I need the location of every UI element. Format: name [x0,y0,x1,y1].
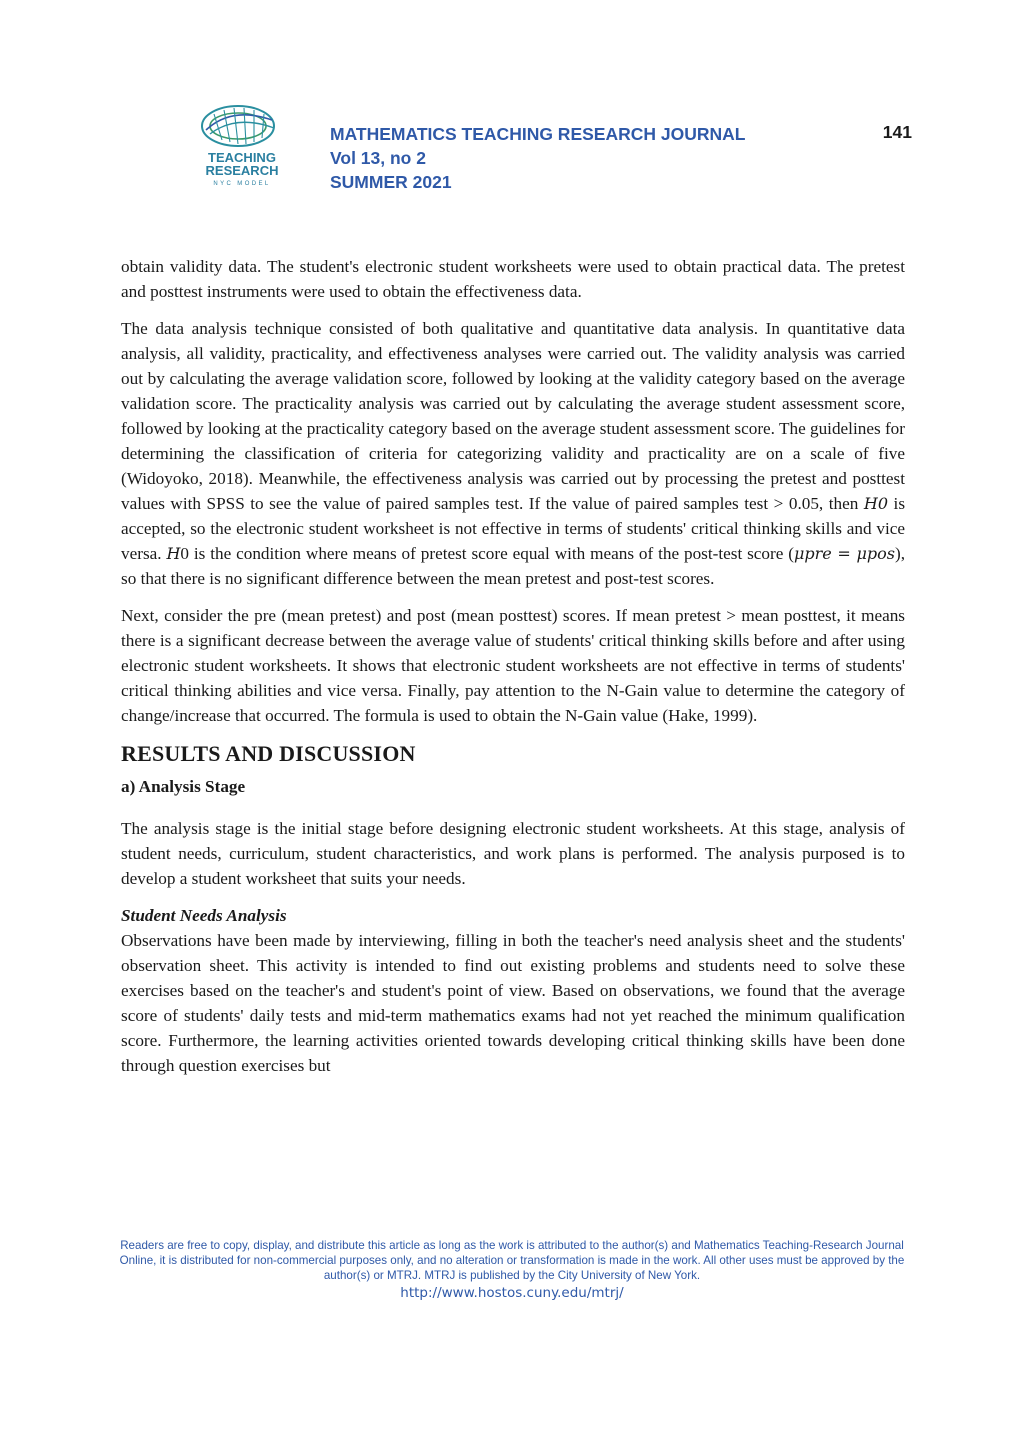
section-title: RESULTS AND DISCUSSION [121,741,416,766]
paragraph-2 [121,316,905,591]
paragraph-2-part-a: The data analysis technique consisted of both qualitative and quantitative data analysis. In quantitative data analysis, all validity, practicality, and effectiveness analyses were carried out. The validity analysis was carried out by calculating the average validation score, followed by looking at the validity category based on the average validation score. The practicality analysis was carried out by calculating the average student assessment score, followed by looking at the practicality category based on the average student assessment score. The guidelines for determining the classification of criteria for categorizing validity and practicality are on a scale of five (Widoyoko, 2018). Meanwhile, the effectiveness analysis was carried out by processing the pretest and posttest values with SPSS to see the value of paired samples test. If the value of paired samples test > 0.05, then [121,319,905,513]
journal-volume: Vol 13, no 2 [330,148,426,168]
logo-text-line2: RESEARCH [205,163,279,178]
paragraph-2-part-b: is accepted, so the electronic student worksheet is not effective in terms of students' critical thinking skills and vice versa. [121,494,906,563]
hypothesis-h0: H0 [863,494,889,513]
subsection-title: a) Analysis Stage [121,777,246,796]
paragraph-3: Next, consider the pre (mean pretest) and post (mean posttest) scores. If mean pretest > mean posttest, it means there is a significant decrease between the average value of students' critical thinking skills before and after using electronic student worksheets. It shows that electronic student worksheets are not effective in terms of students' critical thinking abilities and vice versa. Finally, pay attention to the N-Gain value to determine the category of change/increase that occurred. The formula is used to obtain the N-Gain value (Hake, 1999). [121,606,905,725]
paragraph-5-text: Observations have been made by interviewing, filling in both the teacher's need analysis sheet and the students' observation sheet. This activity is intended to find out existing problems and students need to solve these exercises based on the teacher's and student's point of view. Based on observations, we found that the average score of students' daily tests and mid-term mathematics exams had not yet reached the minimum qualification score. Furthermore, the learning activities oriented towards developing critical thinking skills have been done through question exercises but [121,931,905,1075]
journal-masthead [330,122,745,194]
journal-logo [192,100,292,192]
logo-text-line1: TEACHING [208,150,276,165]
paragraph-2-part-c: 0 is the condition where means of pretest score equal with means of the post-test score ( [180,544,794,563]
journal-url-link[interactable]: http://www.hostos.cuny.edu/mtrj/ [400,1285,624,1301]
logo-text-line3: NYC MODEL [213,181,271,187]
paragraph-2-part-d: ), so that there is no significant difference between the mean pretest and post-test scores. [121,544,906,588]
article-body [121,254,905,1078]
paragraph-4: The analysis stage is the initial stage before designing electronic student worksheets. At this stage, analysis of student needs, curriculum, student characteristics, and work plans is performed. The analysis purposed is to develop a student worksheet that suits your needs. [121,819,905,888]
license-notice: Readers are free to copy, display, and distribute this article as long as the work is attributed to the author(s) and Mathematics Teaching-Research Journal Online, it is distributed for non-commercial purposes only, and no alteration or transformation is made in the work. All other uses must be approved by the author(s) or MTRJ. MTRJ is published by the City University of New York. [119,1239,905,1282]
page-header [192,100,912,200]
journal-season: SUMMER 2021 [330,172,452,192]
mean-equality-formula: μpre = μpos [793,544,895,563]
subheading-student-needs: Student Needs Analysis [121,906,287,925]
paragraph-1: obtain validity data. The student's electronic student worksheets were used to obtain practical data. The pretest and posttest instruments were used to obtain the effectiveness data. [121,257,905,301]
hypothesis-h0-second: H [166,544,181,563]
page-footer [110,1238,914,1301]
paragraph-5 [121,903,905,1078]
page-number: 141 [882,122,912,142]
logo-mark-icon [202,106,274,146]
journal-name: MATHEMATICS TEACHING RESEARCH JOURNAL [330,124,746,144]
